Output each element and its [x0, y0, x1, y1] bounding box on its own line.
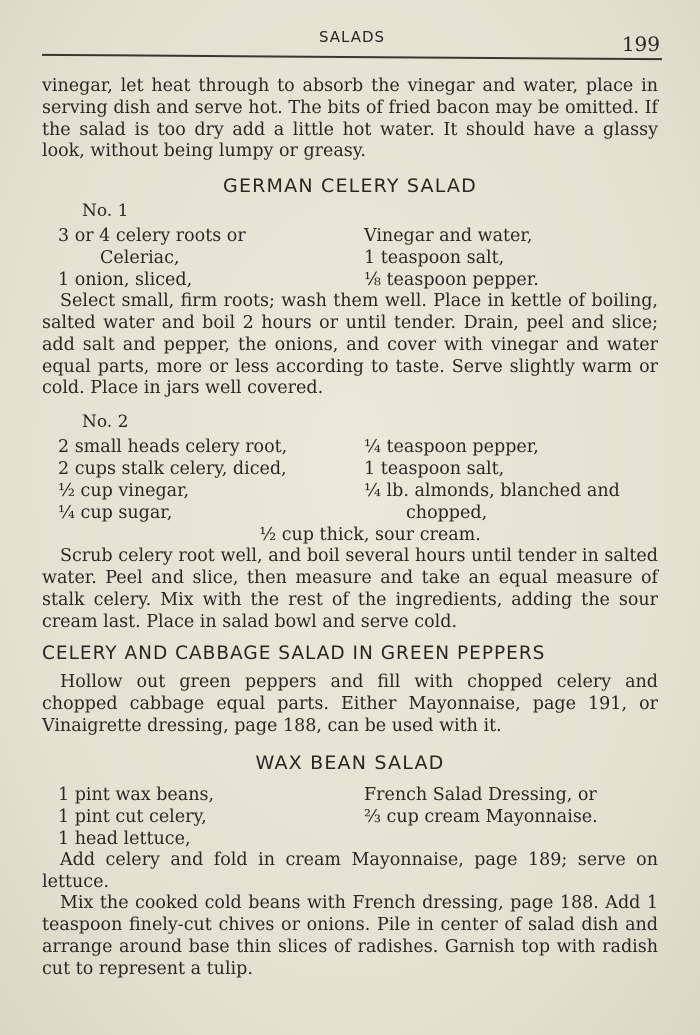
ingredient: Celeriac, [100, 248, 180, 269]
ingredient: 1 teaspoon salt, [364, 248, 505, 269]
page-number: 199 [621, 32, 660, 56]
ingredient: ⅔ cup cream Mayonnaise. [364, 806, 598, 827]
ingredients-wax-bean [42, 784, 658, 850]
ingredient: 1 head lettuce, [58, 828, 191, 849]
running-head: SALADS [318, 28, 386, 46]
ingredient: ⅛ teaspoon pepper. [364, 270, 539, 291]
recipe-title-german-celery-salad: GERMAN CELERY SALAD [223, 175, 477, 198]
ingredients-no2 [42, 436, 658, 524]
page-header [42, 22, 662, 62]
ingredient: 1 pint wax beans, [58, 784, 215, 805]
ingredient: ¼ lb. almonds, blanched and [364, 481, 620, 502]
ingredient: 1 pint cut celery, [58, 806, 207, 827]
ingredient: ¼ cup sugar, [58, 503, 173, 524]
directions-celery-cabbage: Hollow out green peppers and fill with chopped celery and chopped cabbage equal parts. Either Mayonnaise, page 191, or Vinaigrette dressing, page 188, can be used with it. [42, 672, 658, 736]
directions-no1: Select small, firm roots; wash them well. Place in kettle of boiling, salted water and boil 2 hours or until tender. Drain, peel and slice; add salt and pepper, the onions, and cover with vinegar and water equal parts, more or less according to taste. Serve slightly warm or cold. Place in jars well covered. [42, 291, 658, 399]
recipe-title-celery-cabbage-salad: CELERY AND CABBAGE SALAD IN GREEN PEPPERS [42, 643, 546, 665]
ingredient: 3 or 4 celery roots or [58, 226, 246, 247]
page-body [42, 76, 658, 981]
directions-no2: Scrub celery root well, and boil several hours until tender in salted water. Peel and slice, then measure and take an equal measure of stalk celery. Mix with the rest of the ingredients, adding the sour cream last. Place in salad bowl and serve cold. [42, 546, 658, 632]
ingredients-no1 [42, 225, 658, 291]
ingredient: Vinegar and water, [364, 226, 533, 247]
variant-label-no2: No. 2 [82, 412, 129, 433]
directions-wax-bean-1: Add celery and fold in cream Mayonnaise, page 189; serve on lettuce. [42, 849, 658, 892]
intro-paragraph: vinegar, let heat through to absorb the vinegar and water, place in serving dish and serve hot. The bits of fried bacon may be omitted. If the salad is too dry add a little hot water. It should have a glassy look, without being lumpy or greasy. [42, 76, 658, 162]
directions-wax-bean-2: Mix the cooked cold beans with French dressing, page 188. Add 1 teaspoon finely-cut chives or onions. Pile in center of salad dish and arrange around base thin slices of radishes. Garnish top with radish cut to represent a tulip. [42, 893, 658, 979]
ingredient-centered: ½ cup thick, sour cream. [259, 525, 481, 546]
ingredient: French Salad Dressing, or [364, 784, 597, 805]
recipe-title-wax-bean-salad: WAX BEAN SALAD [255, 751, 445, 774]
ingredient: 1 onion, sliced, [58, 270, 193, 291]
ingredient: 2 small heads celery root, [58, 437, 288, 458]
ingredient: 2 cups stalk celery, diced, [58, 459, 287, 480]
ingredient: ¼ teaspoon pepper, [364, 437, 539, 458]
variant-label-no1: No. 1 [82, 201, 129, 222]
header-rule [42, 54, 662, 60]
ingredient-empty [364, 828, 658, 850]
ingredient: ½ cup vinegar, [58, 481, 190, 502]
ingredient: chopped, [406, 503, 488, 524]
ingredient: 1 teaspoon salt, [364, 459, 505, 480]
